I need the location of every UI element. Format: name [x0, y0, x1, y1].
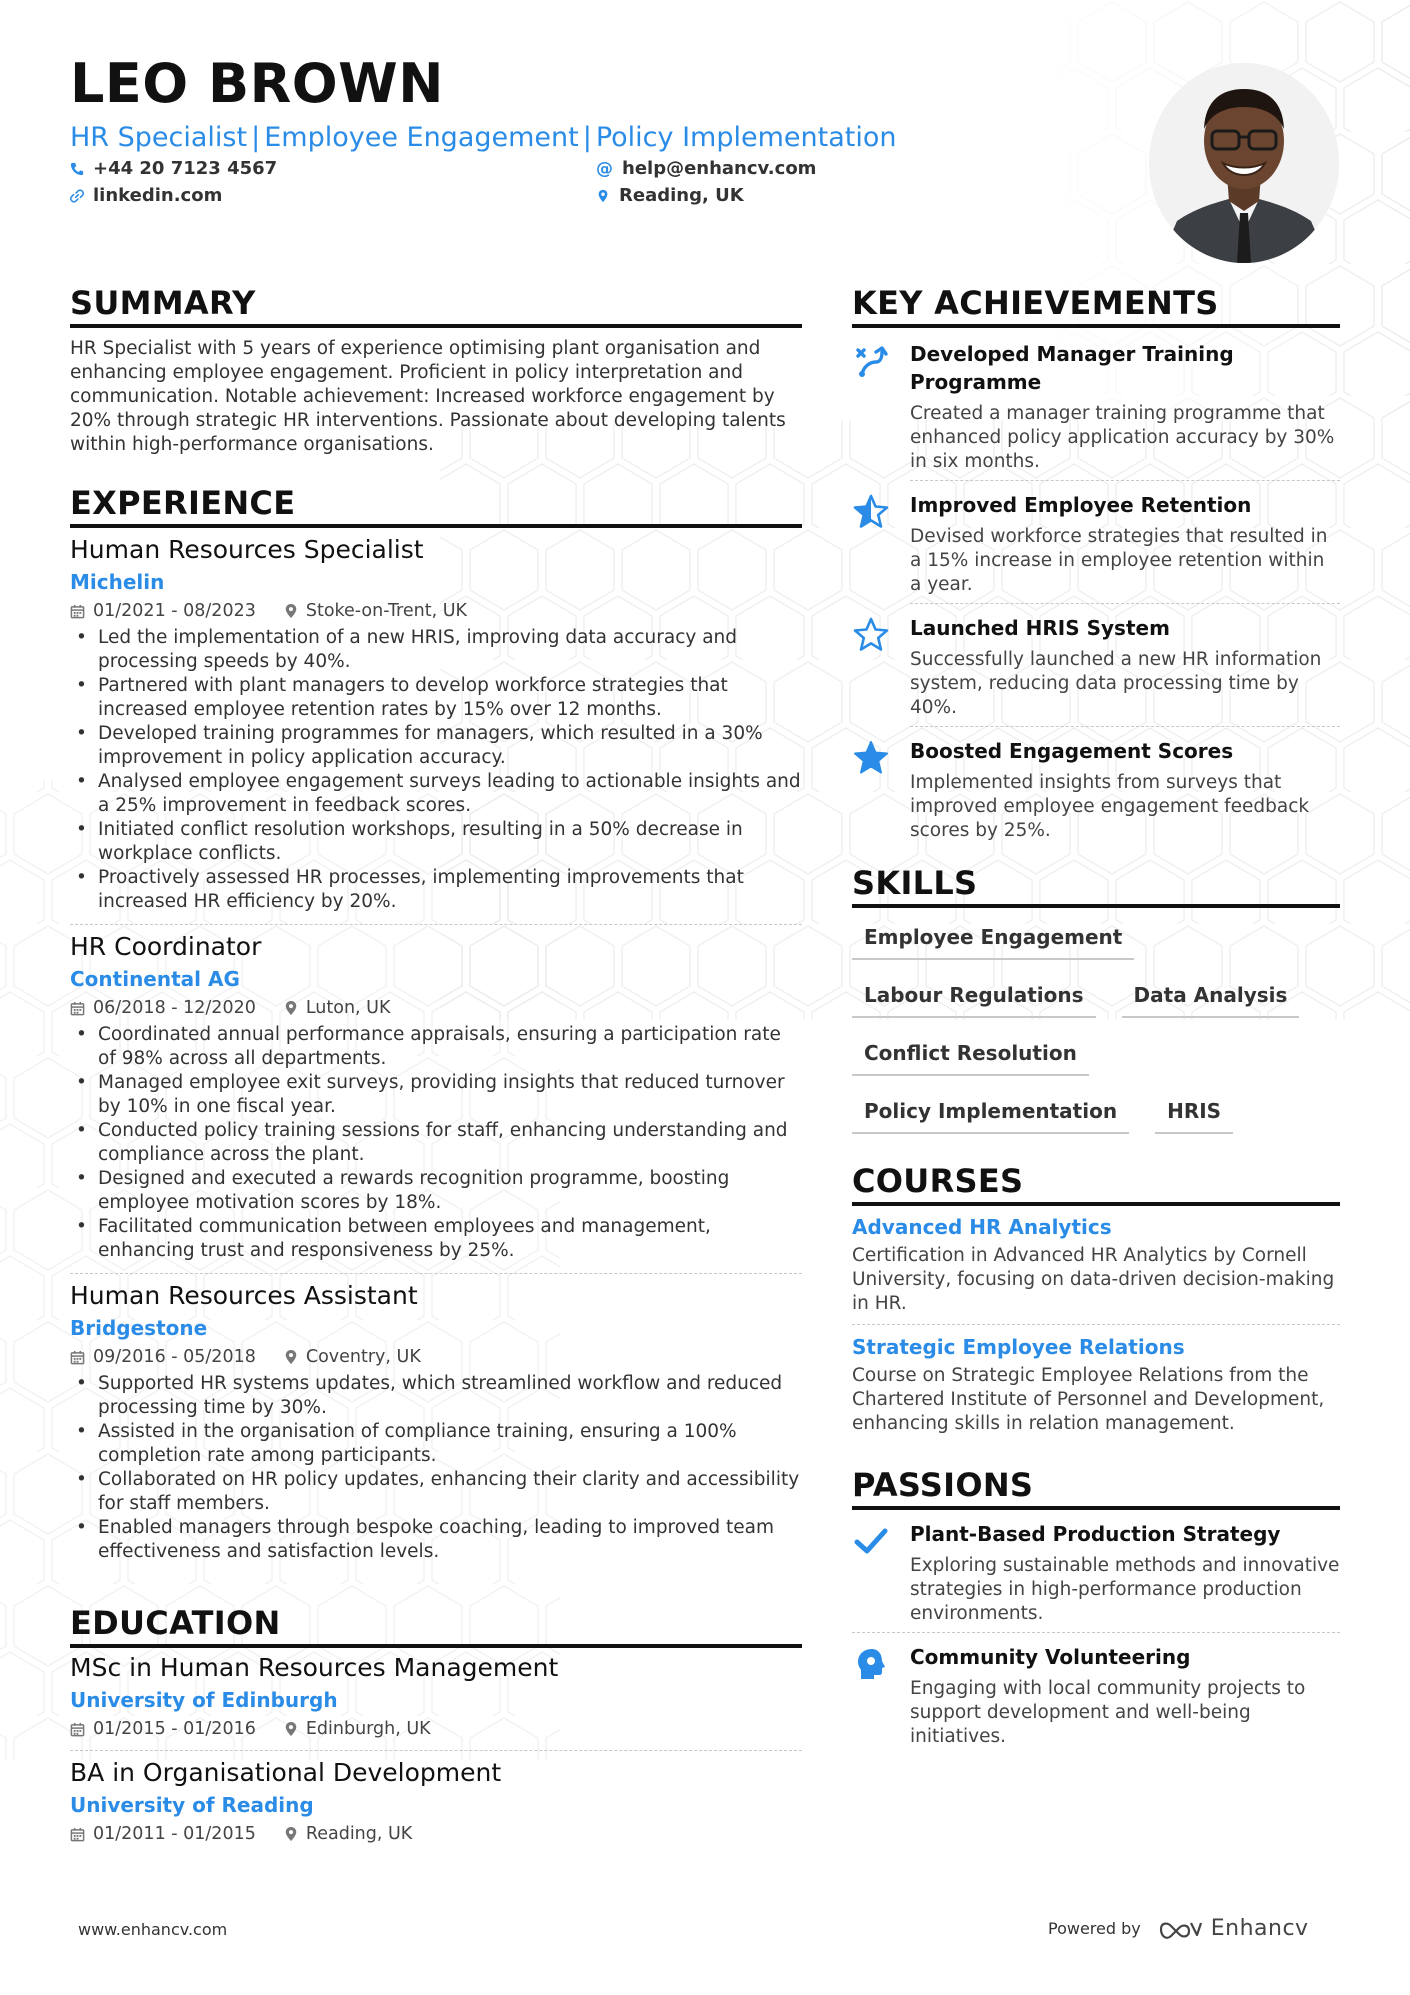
job-dates	[70, 1344, 256, 1370]
education-entry	[70, 1652, 802, 1742]
achievement-desc: Created a manager training programme that enhanced policy application accuracy by 30% in six months.	[910, 403, 1335, 472]
achievement-desc: Implemented insights from surveys that improved employee engagement feedback scores by 25%.	[910, 772, 1310, 841]
company-name[interactable]: Bridgestone	[70, 1316, 208, 1340]
job-meta	[70, 1344, 802, 1370]
achievements-heading: KEY ACHIEVEMENTS	[852, 284, 1219, 322]
bullet-item: • Enabled managers through bespoke coaching, leading to improved team effectiveness and satisfaction levels.	[70, 1516, 802, 1564]
location-text: Reading, UK	[619, 185, 744, 206]
bullet-item: • Supported HR systems updates, which streamlined workflow and reduced processing time by 30%.	[70, 1372, 802, 1420]
job-entry	[70, 534, 802, 914]
bullet-item: • Initiated conflict resolution workshops, resulting in a 50% decrease in workplace conflicts.	[70, 818, 802, 866]
achievement-desc: Devised workforce strategies that resulted in a 15% increase in employee retention within a year.	[910, 526, 1328, 595]
bullet-item: • Coordinated annual performance appraisals, ensuring a participation rate of 98% across all departments.	[70, 1023, 802, 1071]
skill-tag: HRIS	[1155, 1094, 1233, 1134]
achievement-item	[852, 491, 1340, 597]
head-idea-icon	[852, 1645, 890, 1683]
entry-divider	[910, 480, 1340, 481]
star-filled-icon	[852, 739, 890, 777]
entry-divider	[910, 603, 1340, 604]
calendar-icon	[70, 1722, 85, 1737]
enhancv-logo-icon	[1157, 1917, 1203, 1941]
school-name[interactable]: University of Edinburgh	[70, 1688, 338, 1712]
star-half-icon	[852, 493, 890, 531]
calendar-icon	[70, 1001, 85, 1016]
date-range: 01/2015 - 01/2016	[93, 1719, 256, 1739]
location-text: Stoke-on-Trent, UK	[305, 601, 468, 621]
passion-item	[852, 1520, 1340, 1626]
link-icon	[70, 189, 84, 203]
enhancv-logo[interactable]	[1157, 1916, 1309, 1941]
headline-part: Policy Implementation	[595, 122, 897, 153]
linkedin-contact[interactable]	[70, 185, 222, 206]
achievement-title: Boosted Engagement Scores	[910, 739, 1234, 763]
location-text: Edinburgh, UK	[305, 1719, 431, 1739]
headline	[70, 122, 896, 154]
passion-item	[852, 1643, 1340, 1749]
passions-heading: PASSIONS	[852, 1466, 1034, 1504]
experience-heading: EXPERIENCE	[70, 484, 296, 522]
job-bullets	[70, 626, 802, 914]
bullet-item: • Analysed employee engagement surveys leading to actionable insights and a 25% improvement in feedback scores.	[70, 770, 802, 818]
section-divider	[852, 324, 1340, 328]
course-desc: Certification in Advanced HR Analytics by Cornell University, focusing on data-driven decision-making in HR.	[852, 1245, 1335, 1314]
location-pin-icon	[284, 1721, 298, 1737]
course-title[interactable]: Advanced HR Analytics	[852, 1215, 1112, 1239]
skills-heading: SKILLS	[852, 864, 978, 902]
entry-divider	[70, 1750, 802, 1751]
job-bullets	[70, 1372, 802, 1564]
job-entry	[70, 931, 802, 1263]
at-icon: @	[596, 158, 613, 179]
job-entry	[70, 1280, 802, 1564]
headline-separator: |	[582, 122, 592, 153]
achievement-item	[852, 340, 1340, 474]
company-name[interactable]: Michelin	[70, 570, 165, 594]
passion-desc: Engaging with local community projects to support development and well-being initiatives.	[910, 1678, 1306, 1747]
skill-tag: Labour Regulations	[852, 978, 1096, 1018]
job-meta	[70, 598, 802, 624]
section-divider	[70, 1644, 802, 1648]
calendar-icon	[70, 604, 85, 619]
education-entry	[70, 1757, 802, 1847]
course-entry	[852, 1213, 1340, 1316]
bullet-item: • Proactively assessed HR processes, implementing improvements that increased HR efficiency by 20%.	[70, 866, 802, 914]
education-meta	[70, 1716, 802, 1742]
powered-by-text: Powered by	[1048, 1919, 1141, 1938]
job-location	[284, 995, 391, 1021]
education-list	[70, 1652, 802, 1847]
star-outline-icon	[852, 616, 890, 654]
headline-part: Employee Engagement	[264, 122, 579, 153]
date-range: 01/2021 - 08/2023	[93, 601, 256, 621]
education-location	[284, 1716, 431, 1742]
achievement-title: Developed Manager Training Programme	[910, 342, 1234, 394]
job-title: Human Resources Specialist	[70, 535, 424, 564]
achievement-title: Launched HRIS System	[910, 616, 1170, 640]
education-dates	[70, 1821, 256, 1847]
location-text: Coventry, UK	[305, 1347, 421, 1367]
passion-title: Community Volunteering	[910, 1645, 1191, 1669]
entry-divider	[910, 726, 1340, 727]
degree-title: MSc in Human Resources Management	[70, 1653, 559, 1682]
school-name[interactable]: University of Reading	[70, 1793, 314, 1817]
job-title: Human Resources Assistant	[70, 1281, 418, 1310]
checkmark-icon	[852, 1522, 890, 1560]
location-pin-icon	[284, 1349, 298, 1365]
education-heading: EDUCATION	[70, 1604, 281, 1642]
email-text: help@enhancv.com	[622, 158, 817, 179]
bullet-item: • Conducted policy training sessions for staff, enhancing understanding and compliance across the plant.	[70, 1119, 802, 1167]
candidate-name: LEO BROWN	[70, 52, 444, 115]
location-pin-icon	[596, 189, 610, 203]
entry-divider	[70, 1273, 802, 1274]
headline-separator: |	[251, 122, 261, 153]
bullet-item: • Partnered with plant managers to develop workforce strategies that increased employee retention rates by 15% over 12 months.	[70, 674, 802, 722]
profile-photo	[1149, 63, 1339, 263]
date-range: 01/2011 - 01/2015	[93, 1824, 256, 1844]
section-divider	[70, 324, 802, 328]
skill-tag: Data Analysis	[1122, 978, 1300, 1018]
section-divider	[852, 904, 1340, 908]
course-desc: Course on Strategic Employee Relations from the Chartered Institute of Personnel and Development, enhancing skills in relation management.	[852, 1365, 1325, 1434]
phone-text: +44 20 7123 4567	[93, 158, 278, 179]
company-name[interactable]: Continental AG	[70, 967, 240, 991]
course-entry	[852, 1333, 1340, 1436]
bullet-item: • Collaborated on HR policy updates, enhancing their clarity and accessibility for staff members.	[70, 1468, 802, 1516]
location-contact	[596, 185, 744, 206]
brand-name: Enhancv	[1210, 1916, 1309, 1941]
skill-tag: Policy Implementation	[852, 1094, 1129, 1134]
linkedin-text: linkedin.com	[93, 185, 223, 206]
courses-list	[852, 1213, 1340, 1436]
summary-heading: SUMMARY	[70, 284, 256, 322]
skill-tag: Employee Engagement	[852, 920, 1134, 960]
bullet-item: • Managed employee exit surveys, providing insights that reduced turnover by 10% in one fiscal year.	[70, 1071, 802, 1119]
education-location	[284, 1821, 412, 1847]
date-range: 06/2018 - 12/2020	[93, 998, 256, 1018]
section-divider	[852, 1506, 1340, 1510]
strategy-arrow-icon	[852, 342, 890, 380]
phone-icon	[70, 162, 84, 176]
bullet-item: • Facilitated communication between employees and management, enhancing trust and responsiveness by 25%.	[70, 1215, 802, 1263]
achievement-title: Improved Employee Retention	[910, 493, 1252, 517]
phone-contact[interactable]	[70, 158, 277, 179]
location-pin-icon	[284, 1826, 298, 1842]
skills-list	[852, 920, 1340, 1152]
passion-desc: Exploring sustainable methods and innovative strategies in high-performance production environments.	[910, 1555, 1340, 1624]
education-dates	[70, 1716, 256, 1742]
achievement-item	[852, 614, 1340, 720]
job-dates	[70, 995, 256, 1021]
footer-website[interactable]: www.enhancv.com	[78, 1920, 228, 1939]
experience-list	[70, 534, 802, 1564]
entry-divider	[852, 1632, 1340, 1633]
job-meta	[70, 995, 802, 1021]
degree-title: BA in Organisational Development	[70, 1758, 502, 1787]
job-location	[284, 1344, 421, 1370]
bullet-item: • Developed training programmes for managers, which resulted in a 30% improvement in policy application accuracy.	[70, 722, 802, 770]
bullet-item: • Assisted in the organisation of compliance training, ensuring a 100% completion rate among participants.	[70, 1420, 802, 1468]
location-text: Luton, UK	[305, 998, 391, 1018]
date-range: 09/2016 - 05/2018	[93, 1347, 256, 1367]
location-pin-icon	[284, 603, 298, 619]
job-location	[284, 598, 467, 624]
section-divider	[852, 1202, 1340, 1206]
footer-branding	[1048, 1916, 1309, 1941]
bullet-item: • Led the implementation of a new HRIS, improving data accuracy and processing speeds by 40%.	[70, 626, 802, 674]
calendar-icon	[70, 1827, 85, 1842]
calendar-icon	[70, 1350, 85, 1365]
job-bullets	[70, 1023, 802, 1263]
headline-part: HR Specialist	[70, 122, 248, 153]
achievements-list	[852, 340, 1340, 843]
education-meta	[70, 1821, 802, 1847]
achievement-desc: Successfully launched a new HR information system, reducing data processing time by 40%.	[910, 649, 1322, 718]
passions-list	[852, 1520, 1340, 1749]
email-contact[interactable]	[596, 158, 816, 179]
job-title: HR Coordinator	[70, 932, 262, 961]
bullet-item: • Designed and executed a rewards recognition programme, boosting employee motivation scores by 18%.	[70, 1167, 802, 1215]
entry-divider	[852, 1324, 1340, 1325]
course-title[interactable]: Strategic Employee Relations	[852, 1335, 1185, 1359]
location-pin-icon	[284, 1000, 298, 1016]
location-text: Reading, UK	[305, 1824, 413, 1844]
section-divider	[70, 524, 802, 528]
summary-text: HR Specialist with 5 years of experience optimising plant organisation and enhancing employee engagement. Proficient in policy interpretation and communication. Notable achievement: Increased workforce engagement by 20% through strategic HR interventions. Passionate about developing talents within high-performance organisations.	[70, 338, 786, 455]
entry-divider	[70, 924, 802, 925]
courses-heading: COURSES	[852, 1162, 1024, 1200]
achievement-item	[852, 737, 1340, 843]
skill-tag: Conflict Resolution	[852, 1036, 1089, 1076]
passion-title: Plant-Based Production Strategy	[910, 1522, 1281, 1546]
job-dates	[70, 598, 256, 624]
